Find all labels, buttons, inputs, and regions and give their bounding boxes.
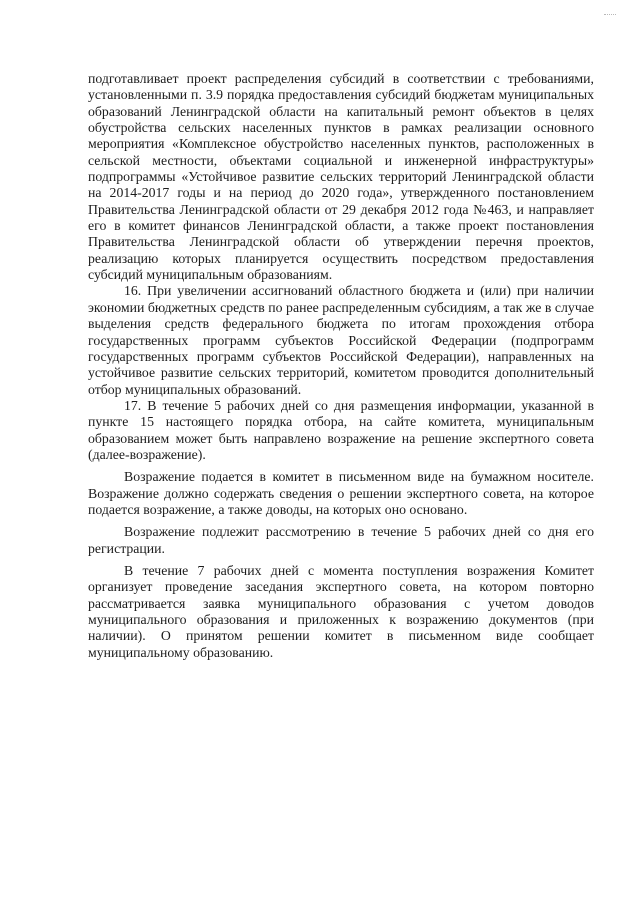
paragraph-continuation: подготавливает проект распределения субсидий в соответствии с требованиями, установленными п. 3.9 порядка предоставления субсидий бюджетам муниципальных образований Ленинградской области на капитальный ремонт объектов в целях обустройства сельских населенных пунктов в рамках реализации основного мероприятия «Комплексное обустройство населенных пунктов, расположенных в сельской местности, объектами социальной и инженерной инфраструктуры» подпрограммы «Устойчивое развитие сельских территорий Ленинградской области на 2014-2017 годы и на период до 2020 года», утвержденного постановлением Правительства Ленинградской области от 29 декабря 2012 года №463, и направляет его в комитет финансов Ленинградской области, а также проект постановления Правительства Ленинградской области об утверждении перечня проектов, реализацию которых планируется осуществить посредством предоставления субсидий муниципальным образованиям. — [88, 71, 594, 283]
paragraph-objection-form: Возражение подается в комитет в письменном виде на бумажном носителе. Возражение должно содержать сведения о решении экспертного совета, на которое подается возражение, а также доводы, на которых оно основано. — [88, 469, 594, 517]
paragraph-objection-meeting: В течение 7 рабочих дней с момента поступления возражения Комитет организует проведение заседания экспертного совета, на котором повторно рассматривается заявка муниципального образования с учетом доводов муниципального образования и приложенных к возражению документов (при наличии). О принятом решении комитет в письменном виде сообщает муниципальному образованию. — [88, 562, 594, 660]
paragraph-item-16: 16. При увеличении ассигнований областного бюджета и (или) при наличии экономии бюджетных средств по ранее распределенным субсидиям, а так же в случае выделения средств федерального бюджета по итогам прохождения отбора государственных программ субъектов Российской Федерации (подпрограмм государственных программ субъектов Российской Федерации), направленных на устойчивое развитие сельских территорий, комитетом проводится дополнительный отбор муниципальных образований. — [88, 283, 594, 397]
paragraph-item-17: 17. В течение 5 рабочих дней со дня размещения информации, указанной в пункте 15 настоящего порядка отбора, на сайте комитета, муниципальным образованием может быть направлено возражение на решение экспертного совета (далее-возражение). — [88, 397, 594, 462]
document-body — [88, 71, 594, 661]
scan-mark — [604, 14, 616, 19]
paragraph-objection-review: Возражение подлежит рассмотрению в течение 5 рабочих дней со дня его регистрации. — [88, 524, 594, 556]
